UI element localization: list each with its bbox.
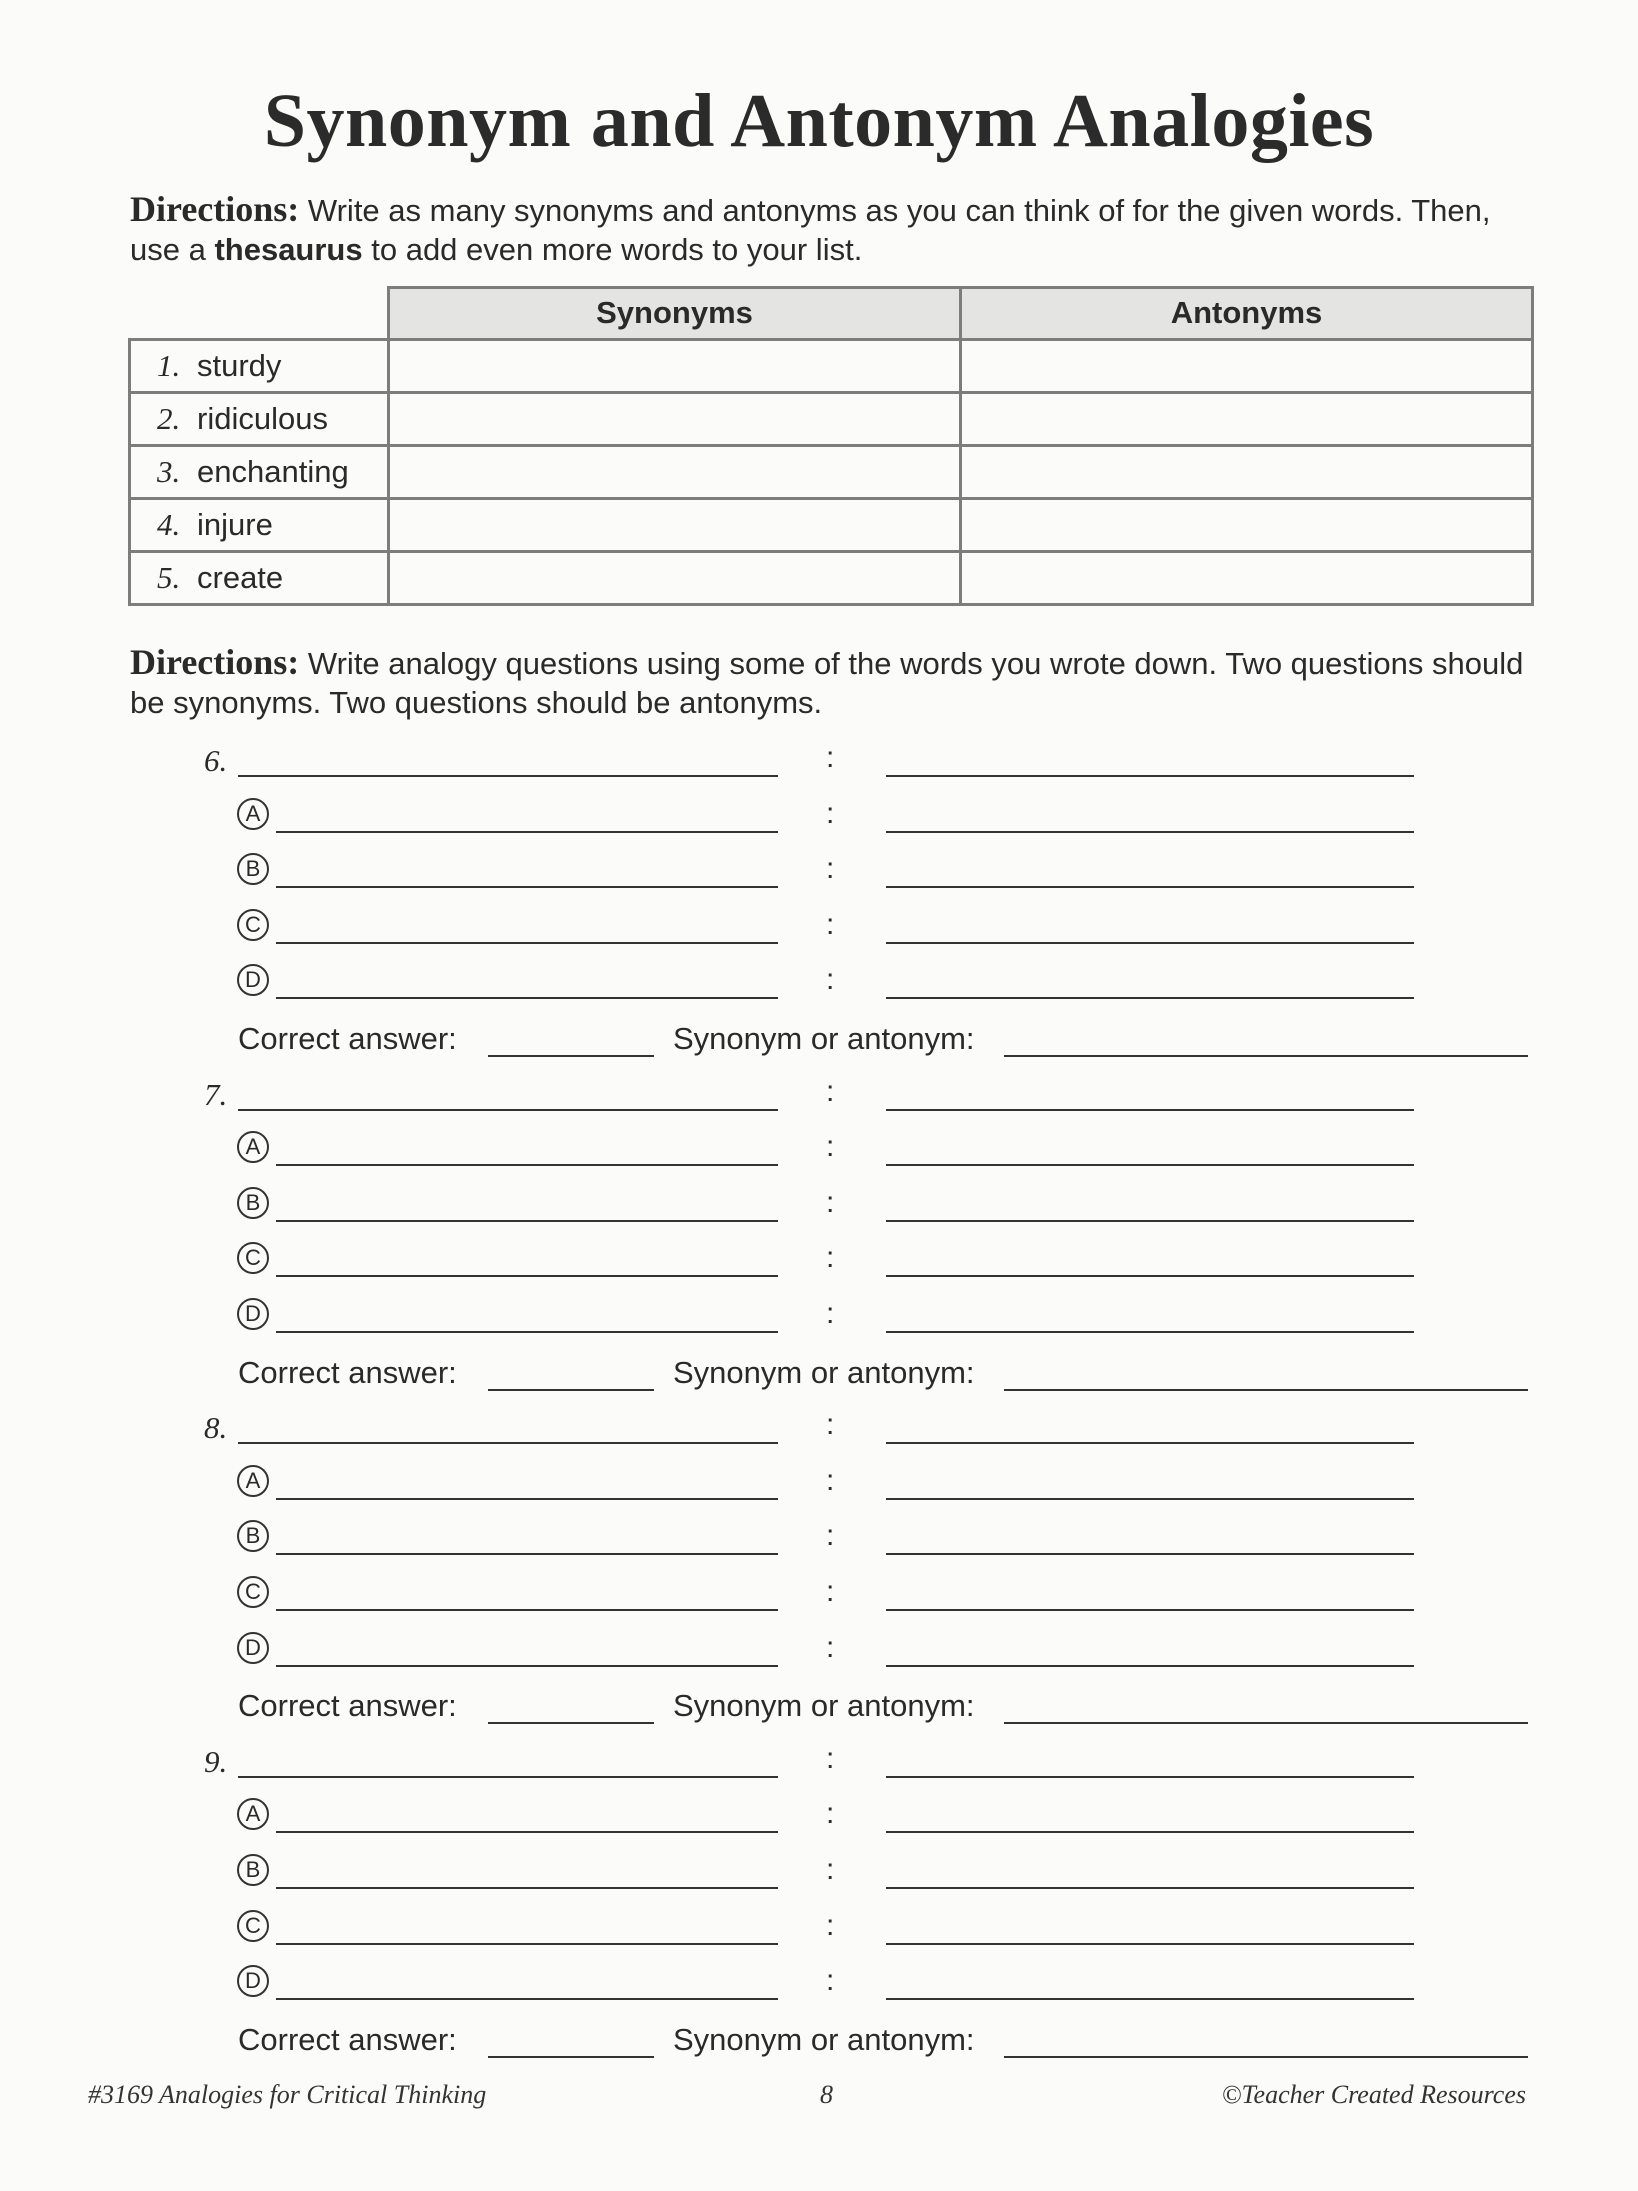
analogy-colon: : (826, 1908, 835, 1942)
synonyms-answer-cell[interactable] (389, 498, 961, 551)
correct-answer-blank[interactable] (488, 1055, 654, 1057)
stem-right-blank[interactable] (886, 775, 1414, 777)
choice-right-blank[interactable] (886, 1275, 1414, 1277)
analogy-colon: : (826, 907, 835, 941)
analogy-colon: : (826, 1964, 835, 1998)
analogy-colon: : (826, 1853, 835, 1886)
choice-letter-circle: B (237, 1520, 269, 1552)
choice-left-blank[interactable] (276, 1275, 778, 1277)
synonyms-answer-cell[interactable] (389, 551, 961, 604)
choice-row (0, 1237, 1638, 1293)
correct-answer-label: Correct answer: (238, 2021, 457, 2057)
footer-book-title: #3169 Analogies for Critical Thinking (88, 2080, 487, 2109)
choice-left-blank[interactable] (276, 1943, 778, 1945)
choice-left-blank[interactable] (276, 1665, 778, 1667)
directions-label: Directions: (130, 189, 300, 229)
directions-analogies (130, 643, 1530, 722)
table-row (130, 445, 1533, 498)
choice-left-blank[interactable] (276, 1498, 778, 1500)
answer-row (0, 1682, 1638, 1738)
choice-right-blank[interactable] (886, 1998, 1414, 2000)
choice-row (0, 1849, 1638, 1905)
choice-left-blank[interactable] (276, 1164, 778, 1166)
directions-text-end: to add even more words to your list. (362, 232, 863, 267)
choice-right-blank[interactable] (886, 1553, 1414, 1555)
word-text: injure (197, 506, 273, 542)
word-cell (130, 445, 389, 498)
directions-text: Write analogy questions using some of the words you wrote down. Two questions should be synonyms. Two questions should be antonyms. (130, 646, 1524, 720)
word-cell (130, 498, 389, 551)
header-synonyms: Synonyms (389, 288, 961, 340)
choice-row (0, 1293, 1638, 1349)
footer-publisher: ©Teacher Created Resources (1221, 2080, 1526, 2109)
stem-right-blank[interactable] (886, 1442, 1414, 1444)
correct-answer-label: Correct answer: (238, 1688, 457, 1724)
synonyms-answer-cell[interactable] (389, 392, 961, 445)
choice-left-blank[interactable] (276, 942, 778, 944)
table-row (130, 392, 1533, 445)
choice-row (0, 1905, 1638, 1961)
choice-left-blank[interactable] (276, 1553, 778, 1555)
question-number: 7. (204, 1076, 228, 1112)
footer-page-number: 8 (820, 2080, 833, 2109)
choice-right-blank[interactable] (886, 942, 1414, 944)
answer-row (0, 1349, 1638, 1405)
analogy-colon: : (826, 1741, 835, 1775)
choice-letter-circle: C (237, 1242, 269, 1274)
question-stem-row (0, 1404, 1638, 1460)
choice-row (0, 1627, 1638, 1683)
stem-right-blank[interactable] (886, 1776, 1414, 1778)
stem-left-blank[interactable] (238, 1442, 778, 1444)
analogy-colon: : (826, 1185, 835, 1219)
choice-row (0, 904, 1638, 960)
directions-text: Write as many synonyms and antonyms as you can think of for the given words. Then, use a (130, 193, 1491, 267)
antonyms-answer-cell[interactable] (961, 551, 1533, 604)
choice-letter-circle: D (237, 1298, 269, 1330)
choice-right-blank[interactable] (886, 831, 1414, 833)
choice-right-blank[interactable] (886, 1831, 1414, 1833)
question-stem-row (0, 737, 1638, 793)
choice-right-blank[interactable] (886, 997, 1414, 999)
choice-row (0, 1960, 1638, 2016)
choice-right-blank[interactable] (886, 1887, 1414, 1889)
choice-letter-circle: A (237, 1465, 269, 1497)
question-number: 8. (204, 1410, 228, 1446)
correct-answer-blank[interactable] (488, 1722, 654, 1724)
antonyms-answer-cell[interactable] (961, 392, 1533, 445)
stem-left-blank[interactable] (238, 1776, 778, 1778)
word-number: 1. (157, 347, 181, 383)
choice-letter-circle: B (237, 1187, 269, 1219)
word-text: enchanting (197, 453, 349, 489)
choice-row (0, 1460, 1638, 1516)
choice-right-blank[interactable] (886, 1665, 1414, 1667)
choice-right-blank[interactable] (886, 1943, 1414, 1945)
synonyms-answer-cell[interactable] (389, 445, 961, 498)
choice-letter-circle: D (237, 1965, 269, 1997)
synonym-or-antonym-label: Synonym or antonym: (673, 1688, 975, 1724)
question-stem-row (0, 1071, 1638, 1127)
word-number: 2. (157, 400, 181, 436)
analogy-colon: : (826, 1519, 835, 1553)
stem-right-blank[interactable] (886, 1109, 1414, 1111)
analogy-colon: : (826, 796, 835, 830)
choice-letter-circle: D (237, 964, 269, 996)
choice-left-blank[interactable] (276, 1998, 778, 2000)
analogy-colon: : (826, 1463, 835, 1497)
choice-row (0, 1126, 1638, 1182)
choice-left-blank[interactable] (276, 831, 778, 833)
choice-right-blank[interactable] (886, 886, 1414, 888)
synonym-or-antonym-label: Synonym or antonym: (673, 1354, 975, 1390)
synonym-or-antonym-label: Synonym or antonym: (673, 2021, 975, 2057)
analogy-colon: : (826, 1630, 835, 1664)
synonyms-answer-cell[interactable] (389, 339, 961, 392)
choice-row (0, 848, 1638, 904)
choice-letter-circle: A (237, 1131, 269, 1163)
analogy-colon: : (826, 1297, 835, 1330)
choice-left-blank[interactable] (276, 1609, 778, 1611)
analogy-colon: : (826, 741, 835, 774)
analogy-colon: : (826, 1241, 835, 1275)
synonym-or-antonym-blank[interactable] (1004, 1055, 1528, 1057)
choice-left-blank[interactable] (276, 1831, 778, 1833)
word-text: sturdy (197, 347, 282, 383)
choice-letter-circle: A (237, 1798, 269, 1830)
word-text: create (197, 559, 284, 595)
correct-answer-blank[interactable] (488, 1389, 654, 1391)
choice-left-blank[interactable] (276, 1887, 778, 1889)
choice-letter-circle: B (237, 1854, 269, 1886)
choice-letter-circle: C (237, 1576, 269, 1608)
table-corner (130, 288, 389, 340)
antonyms-answer-cell[interactable] (961, 339, 1533, 392)
word-number: 4. (157, 506, 181, 542)
stem-left-blank[interactable] (238, 775, 778, 777)
analogy-colon: : (826, 1130, 835, 1164)
word-number: 5. (157, 559, 181, 595)
directions-label: Directions: (130, 642, 300, 682)
choice-right-blank[interactable] (886, 1164, 1414, 1166)
antonyms-answer-cell[interactable] (961, 498, 1533, 551)
table-row (130, 339, 1533, 392)
synonym-or-antonym-label: Synonym or antonym: (673, 1021, 975, 1056)
antonyms-answer-cell[interactable] (961, 445, 1533, 498)
word-cell (130, 339, 389, 392)
choice-row (0, 793, 1638, 849)
synonym-or-antonym-blank[interactable] (1004, 1389, 1528, 1391)
table-row (130, 498, 1533, 551)
choice-letter-circle: D (237, 1632, 269, 1664)
question-number: 6. (204, 743, 228, 778)
correct-answer-label: Correct answer: (238, 1354, 457, 1390)
choice-right-blank[interactable] (886, 1220, 1414, 1222)
word-cell (130, 392, 389, 445)
page-title: Synonym and Antonym Analogies (263, 79, 1375, 163)
question-stem-row (0, 1738, 1638, 1794)
correct-answer-label: Correct answer: (238, 1021, 457, 1056)
analogy-colon: : (826, 1575, 835, 1608)
choice-right-blank[interactable] (886, 1498, 1414, 1500)
directions-bold-word: thesaurus (214, 232, 363, 267)
analogy-colon: : (826, 1408, 835, 1442)
word-cell (130, 551, 389, 604)
choice-letter-circle: C (237, 909, 269, 941)
analogy-colon: : (826, 963, 835, 997)
choice-right-blank[interactable] (886, 1331, 1414, 1333)
choice-letter-circle: B (237, 853, 269, 885)
choice-row (0, 959, 1638, 1015)
analogy-colon: : (826, 852, 835, 886)
choice-row (0, 1793, 1638, 1849)
choice-letter-circle: A (237, 798, 269, 830)
choice-right-blank[interactable] (886, 1609, 1414, 1611)
word-number: 3. (157, 453, 181, 489)
choice-left-blank[interactable] (276, 886, 778, 888)
synonym-or-antonym-blank[interactable] (1004, 1722, 1528, 1724)
analogy-colon: : (826, 1074, 835, 1108)
answer-row (0, 2016, 1638, 2072)
table-row (130, 551, 1533, 604)
directions-vocabulary (130, 190, 1530, 269)
choice-left-blank[interactable] (276, 997, 778, 999)
synonym-or-antonym-blank[interactable] (1004, 2056, 1528, 2058)
choice-left-blank[interactable] (276, 1331, 778, 1333)
choice-row (0, 1515, 1638, 1571)
correct-answer-blank[interactable] (488, 2056, 654, 2058)
word-text: ridiculous (197, 400, 328, 436)
choice-left-blank[interactable] (276, 1220, 778, 1222)
choice-letter-circle: C (237, 1910, 269, 1942)
header-antonyms: Antonyms (961, 288, 1533, 340)
answer-row (0, 1015, 1638, 1071)
stem-left-blank[interactable] (238, 1109, 778, 1111)
analogy-colon: : (826, 1797, 835, 1831)
choice-row (0, 1182, 1638, 1238)
synonym-antonym-table (128, 286, 1534, 606)
choice-row (0, 1571, 1638, 1627)
question-number: 9. (204, 1743, 228, 1779)
